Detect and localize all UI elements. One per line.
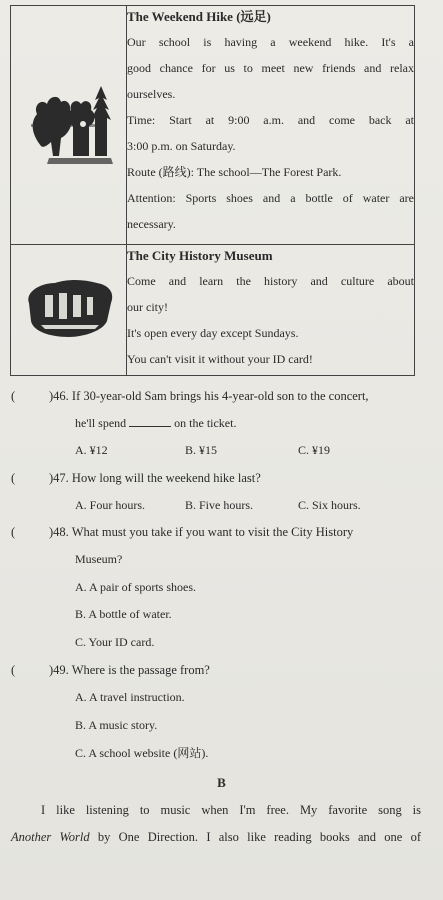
option-b[interactable]: B. ¥15	[185, 443, 218, 457]
question-number: )49.	[49, 663, 69, 677]
hike-line: Route (路线): The school—The Forest Park.	[127, 165, 342, 179]
hike-title: The Weekend Hike (远足)	[127, 9, 271, 24]
hike-line: Our school is having a weekend hike. It's a	[127, 35, 414, 49]
question-stem: What must you take if you want to visit the City History	[71, 525, 354, 539]
answer-blank[interactable]	[129, 415, 171, 427]
option-b[interactable]: B. Five hours.	[185, 498, 254, 512]
question-48-line2: Museum?	[75, 552, 123, 566]
option-b[interactable]: B. A bottle of water.	[75, 607, 172, 621]
museum-line: It's open every day except Sundays.	[127, 326, 299, 340]
hike-line: Attention: Sports shoes and a bottle of water are	[127, 191, 414, 205]
museum-line: You can't visit it without your ID card!	[127, 352, 313, 366]
answer-paren[interactable]: (	[11, 389, 16, 403]
passage-text: by One Direction. I also like reading books and one of	[89, 830, 421, 844]
museum-title: The City History Museum	[127, 248, 273, 263]
hike-line: Time: Start at 9:00 a.m. and come back at	[127, 113, 414, 127]
passage-line: I like listening to music when I'm free. My favorite song is	[41, 803, 421, 817]
passage-line	[11, 824, 421, 851]
hike-line: good chance for us to meet new friends and relax	[127, 61, 414, 75]
museum-notice-row	[11, 245, 415, 376]
museum-line: Come and learn the history and culture about	[127, 274, 414, 288]
answer-paren[interactable]: (	[11, 663, 16, 677]
answer-paren[interactable]: (	[11, 471, 16, 485]
hike-line: necessary.	[127, 217, 176, 231]
question-number: )48.	[49, 525, 69, 539]
option-c[interactable]: C. Six hours.	[298, 498, 361, 512]
museum-icon	[11, 245, 126, 375]
question-number: )47.	[49, 471, 69, 485]
option-c[interactable]: C. A school website (网站).	[75, 746, 209, 760]
question-stem: How long will the weekend hike last?	[71, 471, 261, 485]
hike-notice-row	[11, 6, 415, 245]
question-stem: If 30-year-old Sam brings his 4-year-old son to the concert,	[71, 389, 369, 403]
hike-picture-cell	[11, 6, 127, 245]
museum-line: our city!	[127, 300, 168, 314]
question-49	[11, 662, 210, 678]
option-a[interactable]: A. Four hours.	[75, 498, 146, 512]
notice-table	[10, 5, 415, 376]
question-47	[11, 470, 261, 486]
option-c[interactable]: C. Your ID card.	[75, 635, 155, 649]
hike-notice-text	[127, 6, 415, 245]
question-stem: Where is the passage from?	[71, 663, 210, 677]
option-a[interactable]: A. ¥12	[75, 443, 108, 457]
option-c[interactable]: C. ¥19	[298, 443, 331, 457]
answer-paren[interactable]: (	[11, 525, 16, 539]
stem-text: he'll spend	[75, 416, 127, 430]
stem-text: on the ticket.	[174, 416, 237, 430]
option-a[interactable]: A. A pair of sports shoes.	[75, 580, 196, 594]
museum-picture-cell	[11, 245, 127, 376]
song-title: Another World	[11, 830, 90, 844]
question-46	[11, 388, 369, 404]
hike-line: 3:00 p.m. on Saturday.	[127, 139, 236, 153]
question-46-line2	[75, 415, 236, 431]
option-a[interactable]: A. A travel instruction.	[75, 690, 185, 704]
museum-notice-text	[127, 245, 415, 376]
trees-icon	[11, 6, 126, 244]
option-b[interactable]: B. A music story.	[75, 718, 158, 732]
question-number: )46.	[49, 389, 69, 403]
hike-line: ourselves.	[127, 87, 176, 101]
question-48	[11, 524, 353, 540]
section-heading: B	[217, 775, 226, 790]
